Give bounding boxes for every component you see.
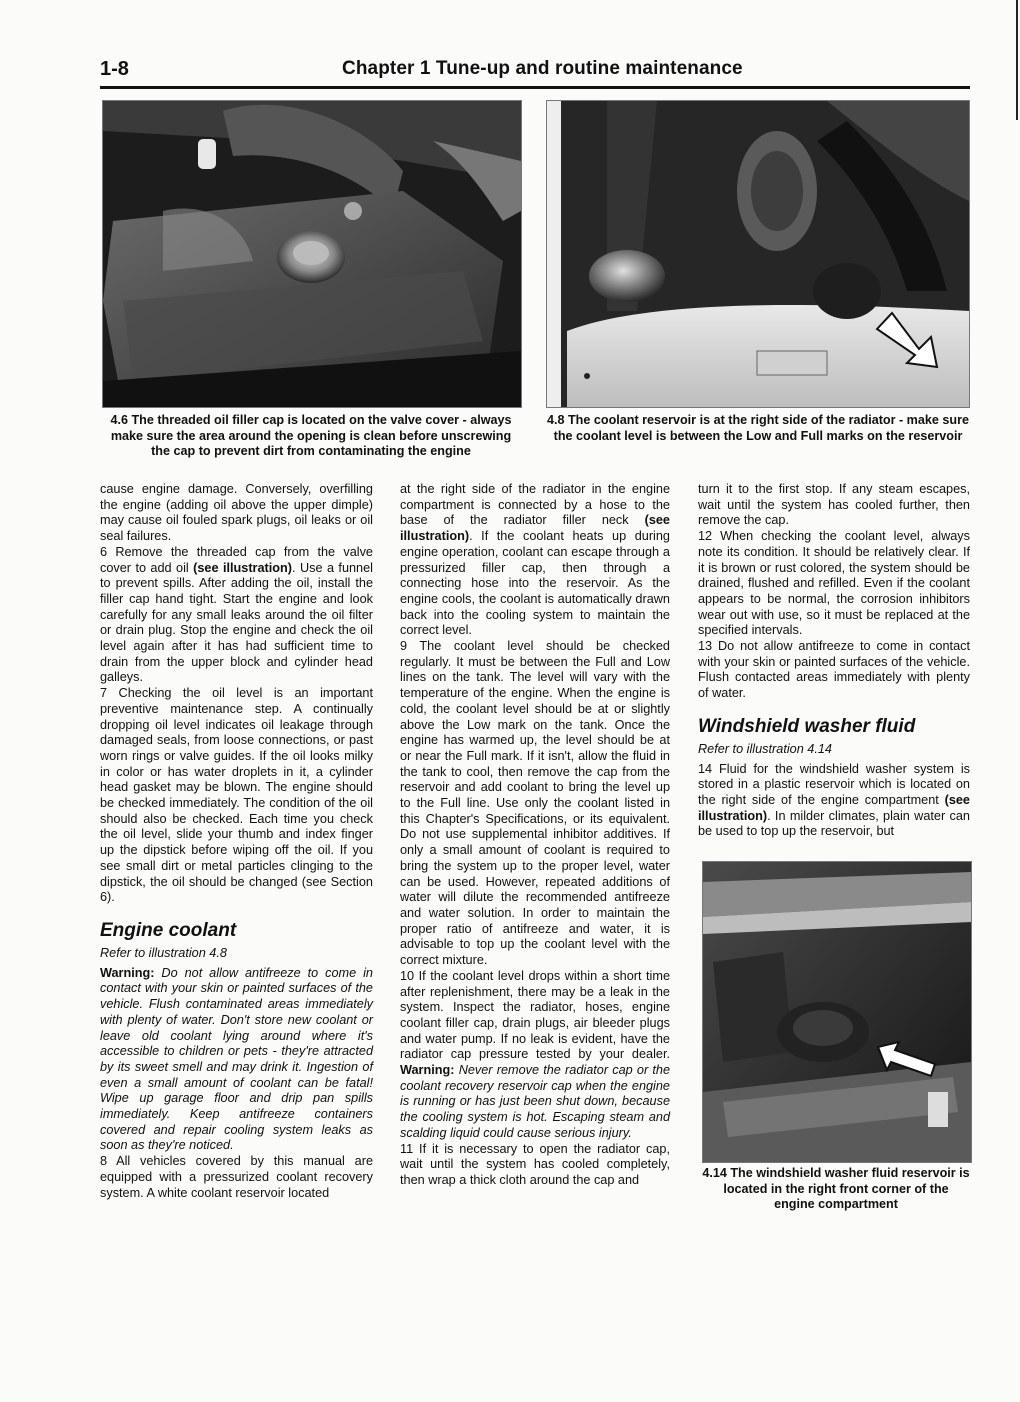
header-rule (100, 86, 970, 89)
paragraph-8-continued: at the right side of the radiator in the engine compartment is connected by a hose to the base of the radiator filler neck (see illustration). If the coolant heats up during engine operation, coolant can escape through a pressurized filler cap, then through a connecting hose into the reservoir. As the engine cools, the coolant is automatically drawn back into the cooling system to maintain the correct level. (400, 482, 670, 638)
chapter-title: Chapter 1 Tune-up and routine maintenance (342, 58, 743, 79)
page-number: 1-8 (100, 58, 129, 80)
paragraph-14: 14 Fluid for the windshield washer system is stored in a plastic reservoir which is located on the right side of the engine compartment (see illustration). In milder climates, plain water can be used to top up the reservoir, but (698, 761, 970, 839)
section-heading-windshield-washer: Windshield washer fluid (698, 715, 916, 737)
paragraph-12: 12 When checking the coolant level, always note its condition. It should be relatively clear. If it is brown or rust colored, the system should be drained, flushed and refilled. Even if the coolant appears to be normal, the corrosion inhibitors wear out with use, so it must be replaced at the specified intervals. (698, 529, 970, 638)
warning-paragraph: Warning: Do not allow antifreeze to come in contact with your skin or painted surfaces of the vehicle. Flush contaminated areas immediately with plenty of water. Don't store new coolant or leave old coolant lying around where it's accessible to children or pets - they're attracted by its sweet smell and may drink it. Ingestion of even a small amount of coolant can be fatal! Wipe up garage floor and drip pan spills immediately. Keep antifreeze containers covered and repair cooling system leaks as soon as they're noticed. (100, 965, 373, 1153)
text-column-2 (400, 482, 670, 1189)
paragraph-8: 8 All vehicles covered by this manual are equipped with a pressurized coolant recovery system. A white coolant reservoir located (100, 1154, 373, 1200)
figure-caption-4-14: 4.14 The windshield washer fluid reservoir is located in the right front corner of the engine compartment (702, 1166, 970, 1212)
scan-edge-line (1016, 0, 1018, 120)
figure-caption-4-6: 4.6 The threaded oil filler cap is located on the valve cover - always make sure the area around the opening is clean before unscrewing the cap to prevent dirt from contaminating the engine (110, 413, 512, 459)
paragraph-6: 6 Remove the threaded cap from the valve cover to add oil (see illustration). Use a funnel to prevent spills. After adding the oil, install the filler cap hand tight. Start the engine and look carefully for any small leaks around the oil filter or drain plug. Stop the engine and check the oil level again after it has had sufficient time to drain from the upper block and cylinder head galleys. (100, 544, 373, 685)
paragraph-13: 13 Do not allow antifreeze to come in contact with your skin or painted surfaces of the vehicle. Flush contacted areas immediately with plenty of water. (698, 639, 970, 701)
paragraph-7: 7 Checking the oil level is an important preventive maintenance step. A continually dropping oil level indicates oil leakage through damaged seals, from loose connections, or past worn rings or valve guides. If the oil looks milky in color or has water droplets in it, a cylinder head gasket may be blown. The engine should be checked immediately. The condition of the oil should also be checked. Each time you check the oil level, slide your thumb and index finger up the dipstick before wiping off the oil. If you see small dirt or metal particles clinging to the dipstick, the oil should be changed (see Section 6). (100, 686, 373, 905)
section-heading-engine-coolant: Engine coolant (100, 919, 237, 941)
photo-oil-filler-cap (102, 100, 522, 408)
text-column-1 (100, 482, 373, 1201)
paragraph-10: 10 If the coolant level drops within a short time after replenishment, there may be a leak in the system. Inspect the radiator, hoses, engine coolant filler cap, drain plugs, air bleeder plugs and water pump. If no leak is evident, have the radiator cap pressure tested by your dealer. Warning: Never remove the radiator cap or the coolant recovery reservoir cap when the engine is running or has just been shut down, because the cooling system is hot. Escaping steam and scalding liquid could cause serious injury. (400, 968, 670, 1140)
text-column-3 (698, 482, 970, 840)
paragraph-9: 9 The coolant level should be checked regularly. It must be between the Full and Low lines on the tank. The level will vary with the temperature of the engine. When the engine is cold, the coolant level should be at or slightly above the Low mark on the tank. Once the engine has warmed up, the level should be at or near the Full mark. If it isn't, allow the fluid in the tank to cool, then remove the cap from the reservoir and add coolant to bring the level up to the Full line. Use only the coolant listed in this Chapter's Specifications, or its equivalent. Do not use supplemental inhibitor additives. If only a small amount of coolant is required to bring the system up to the proper level, water can be used. However, repeated additions of water will dilute the recommended antifreeze and water solution. In order to maintain the proper ratio of antifreeze and water, it is advisable to top up the coolant level with the correct mixture. (400, 639, 670, 968)
illustration-reference: Refer to illustration 4.8 (100, 945, 227, 960)
illustration-reference-washer: Refer to illustration 4.14 (698, 741, 832, 756)
paragraph-11: 11 If it is necessary to open the radiator cap, wait until the system has cooled completely, then wrap a thick cloth around the cap and (400, 1141, 670, 1187)
paragraph-11-continued: turn it to the first stop. If any steam escapes, wait until the system has cooled further, then remove the cap. (698, 482, 970, 528)
photo-washer-reservoir (702, 861, 972, 1163)
figure-caption-4-8: 4.8 The coolant reservoir is at the right side of the radiator - make sure the coolant level is between the Low and Full marks on the reservoir (546, 413, 969, 443)
paragraph-continuation: cause engine damage. Conversely, overfilling the engine (adding oil above the upper dimple) may cause oil fouled spark plugs, oil leaks or oil seal failures. (100, 482, 373, 544)
photo-coolant-reservoir (546, 100, 970, 408)
